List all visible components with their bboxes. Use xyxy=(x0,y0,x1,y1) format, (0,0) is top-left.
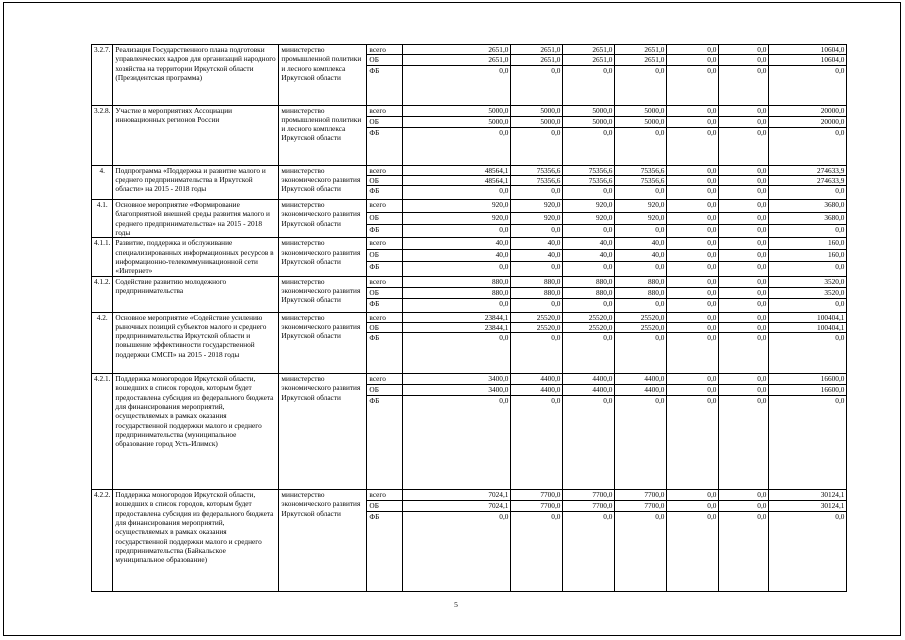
amount-cell: 0,0 xyxy=(719,105,769,116)
row-number: 4.2.1. xyxy=(92,374,113,490)
measure-name: Участие в мероприятиях Ассоциации инновационных регионов России xyxy=(113,105,279,165)
amount-cell: 0,0 xyxy=(667,186,719,200)
funding-source: ФБ xyxy=(367,396,403,490)
amount-cell: 0,0 xyxy=(667,261,719,276)
amount-cell: 0,0 xyxy=(511,127,563,165)
page-number: 5 xyxy=(454,600,458,609)
measure-name: Развитие, поддержка и обслуживание специализированных информационных ресурсов в информационно-телекоммуникационной сети «Интернет» xyxy=(113,238,279,276)
amount-cell: 4400,0 xyxy=(511,374,563,385)
table-row xyxy=(92,200,847,212)
amount-cell: 25520,0 xyxy=(563,312,615,322)
amount-cell: 20000,0 xyxy=(769,116,847,127)
amount-cell: 40,0 xyxy=(563,238,615,250)
amount-cell: 880,0 xyxy=(403,287,511,298)
amount-cell: 75356,6 xyxy=(563,175,615,185)
amount-cell: 880,0 xyxy=(563,276,615,287)
funding-source: ФБ xyxy=(367,65,403,105)
amount-cell: 3400,0 xyxy=(403,374,511,385)
table-row xyxy=(92,45,847,55)
amount-cell: 0,0 xyxy=(769,225,847,238)
amount-cell: 5000,0 xyxy=(511,116,563,127)
amount-cell: 0,0 xyxy=(667,238,719,250)
amount-cell: 5000,0 xyxy=(403,105,511,116)
amount-cell: 920,0 xyxy=(511,200,563,212)
amount-cell: 2651,0 xyxy=(615,45,667,55)
amount-cell: 0,0 xyxy=(719,276,769,287)
funding-source: ОБ xyxy=(367,322,403,332)
amount-cell: 10604,0 xyxy=(769,45,847,55)
amount-cell: 0,0 xyxy=(667,385,719,396)
amount-cell: 0,0 xyxy=(719,65,769,105)
amount-cell: 0,0 xyxy=(667,116,719,127)
amount-cell: 4400,0 xyxy=(563,374,615,385)
amount-cell: 0,0 xyxy=(403,333,511,374)
measure-name: Основное мероприятие «Формирование благоприятной внешней среды развития малого и среднего предпринимательства» на 2015 - 2018 годы xyxy=(113,200,279,238)
amount-cell: 2651,0 xyxy=(563,45,615,55)
amount-cell: 25520,0 xyxy=(511,322,563,332)
amount-cell: 7700,0 xyxy=(615,501,667,512)
amount-cell: 0,0 xyxy=(667,225,719,238)
amount-cell: 0,0 xyxy=(769,186,847,200)
amount-cell: 40,0 xyxy=(403,250,511,262)
amount-cell: 0,0 xyxy=(719,374,769,385)
funding-source: ОБ xyxy=(367,116,403,127)
amount-cell: 16600,0 xyxy=(769,385,847,396)
amount-cell: 75356,6 xyxy=(511,165,563,175)
amount-cell: 920,0 xyxy=(511,212,563,224)
funding-source: всего xyxy=(367,105,403,116)
amount-cell: 7700,0 xyxy=(563,490,615,501)
amount-cell: 880,0 xyxy=(511,287,563,298)
amount-cell: 2651,0 xyxy=(563,55,615,65)
amount-cell: 0,0 xyxy=(667,65,719,105)
amount-cell: 48564,1 xyxy=(403,165,511,175)
amount-cell: 160,0 xyxy=(769,238,847,250)
amount-cell: 0,0 xyxy=(719,127,769,165)
amount-cell: 920,0 xyxy=(563,200,615,212)
amount-cell: 20000,0 xyxy=(769,105,847,116)
amount-cell: 0,0 xyxy=(667,250,719,262)
amount-cell: 0,0 xyxy=(719,45,769,55)
table-row xyxy=(92,276,847,287)
row-number: 3.2.8. xyxy=(92,105,113,165)
funding-source: ФБ xyxy=(367,333,403,374)
executor: министерство промышленной политики и лесного комплекса Иркутской области xyxy=(279,45,367,106)
executor: министерство экономического развития Иркутской области xyxy=(279,276,367,312)
table-row xyxy=(92,490,847,501)
row-number: 4.1. xyxy=(92,200,113,238)
amount-cell: 0,0 xyxy=(719,396,769,490)
amount-cell: 0,0 xyxy=(719,238,769,250)
amount-cell: 0,0 xyxy=(719,225,769,238)
amount-cell: 0,0 xyxy=(403,512,511,592)
amount-cell: 0,0 xyxy=(403,261,511,276)
row-number: 4.1.1. xyxy=(92,238,113,276)
amount-cell: 5000,0 xyxy=(615,105,667,116)
funding-source: ФБ xyxy=(367,186,403,200)
amount-cell: 0,0 xyxy=(667,55,719,65)
table-row xyxy=(92,312,847,322)
amount-cell: 2651,0 xyxy=(615,55,667,65)
amount-cell: 0,0 xyxy=(769,396,847,490)
amount-cell: 0,0 xyxy=(719,512,769,592)
amount-cell: 0,0 xyxy=(667,127,719,165)
executor: министерство промышленной политики и лесного комплекса Иркутской области xyxy=(279,105,367,165)
amount-cell: 0,0 xyxy=(615,298,667,312)
amount-cell: 274633,9 xyxy=(769,175,847,185)
amount-cell: 0,0 xyxy=(667,333,719,374)
funding-source: ОБ xyxy=(367,212,403,224)
amount-cell: 30124,1 xyxy=(769,490,847,501)
amount-cell: 0,0 xyxy=(563,333,615,374)
funding-source: всего xyxy=(367,490,403,501)
amount-cell: 0,0 xyxy=(719,333,769,374)
amount-cell: 0,0 xyxy=(563,512,615,592)
row-number: 3.2.7. xyxy=(92,45,113,106)
measure-name: Реализация Государственного плана подготовки управленческих кадров для организаций народного хозяйства на территории Иркутской области (Президентская программа) xyxy=(113,45,279,106)
amount-cell: 0,0 xyxy=(667,312,719,322)
amount-cell: 0,0 xyxy=(667,165,719,175)
funding-source: всего xyxy=(367,165,403,175)
amount-cell: 2651,0 xyxy=(511,45,563,55)
amount-cell: 0,0 xyxy=(719,186,769,200)
funding-source: всего xyxy=(367,238,403,250)
amount-cell: 100404,1 xyxy=(769,322,847,332)
row-number: 4.2.2. xyxy=(92,490,113,592)
amount-cell: 0,0 xyxy=(615,186,667,200)
amount-cell: 3680,0 xyxy=(769,200,847,212)
funding-source: ФБ xyxy=(367,261,403,276)
measure-name: Поддержка моногородов Иркутской области, вошедших в список городов, которым будет предоставлена субсидия из федерального бюджета для финансирования мероприятий, осуществляемых в рамках оказания государственной поддержки малого и среднего предпринимательства (муниципальное образование город Усть-Илимск) xyxy=(113,374,279,490)
amount-cell: 16600,0 xyxy=(769,374,847,385)
amount-cell: 75356,6 xyxy=(615,175,667,185)
amount-cell: 880,0 xyxy=(615,287,667,298)
executor: министерство экономического развития Иркутской области xyxy=(279,238,367,276)
amount-cell: 0,0 xyxy=(403,186,511,200)
funding-source: всего xyxy=(367,312,403,322)
table-row xyxy=(92,105,847,116)
amount-cell: 0,0 xyxy=(769,65,847,105)
amount-cell: 5000,0 xyxy=(615,116,667,127)
amount-cell: 40,0 xyxy=(615,238,667,250)
amount-cell: 880,0 xyxy=(563,287,615,298)
amount-cell: 0,0 xyxy=(667,501,719,512)
amount-cell: 0,0 xyxy=(667,175,719,185)
amount-cell: 40,0 xyxy=(511,250,563,262)
amount-cell: 7024,1 xyxy=(403,490,511,501)
funding-source: ОБ xyxy=(367,385,403,396)
amount-cell: 0,0 xyxy=(667,298,719,312)
amount-cell: 0,0 xyxy=(719,55,769,65)
amount-cell: 880,0 xyxy=(615,276,667,287)
amount-cell: 25520,0 xyxy=(615,322,667,332)
amount-cell: 0,0 xyxy=(769,333,847,374)
amount-cell: 5000,0 xyxy=(563,105,615,116)
amount-cell: 920,0 xyxy=(563,212,615,224)
amount-cell: 5000,0 xyxy=(403,116,511,127)
funding-source: ОБ xyxy=(367,287,403,298)
amount-cell: 3520,0 xyxy=(769,287,847,298)
amount-cell: 2651,0 xyxy=(403,55,511,65)
executor: министерство экономического развития Иркутской области xyxy=(279,490,367,592)
amount-cell: 0,0 xyxy=(403,65,511,105)
amount-cell: 40,0 xyxy=(403,238,511,250)
amount-cell: 4400,0 xyxy=(563,385,615,396)
amount-cell: 7024,1 xyxy=(403,501,511,512)
amount-cell: 75356,6 xyxy=(511,175,563,185)
amount-cell: 0,0 xyxy=(719,322,769,332)
amount-cell: 0,0 xyxy=(769,261,847,276)
amount-cell: 0,0 xyxy=(667,276,719,287)
amount-cell: 0,0 xyxy=(719,116,769,127)
amount-cell: 160,0 xyxy=(769,250,847,262)
amount-cell: 0,0 xyxy=(719,250,769,262)
row-number: 4.1.2. xyxy=(92,276,113,312)
amount-cell: 75356,6 xyxy=(615,165,667,175)
amount-cell: 0,0 xyxy=(615,127,667,165)
amount-cell: 7700,0 xyxy=(563,501,615,512)
amount-cell: 5000,0 xyxy=(511,105,563,116)
amount-cell: 0,0 xyxy=(511,333,563,374)
amount-cell: 920,0 xyxy=(403,200,511,212)
amount-cell: 23844,1 xyxy=(403,312,511,322)
amount-cell: 25520,0 xyxy=(563,322,615,332)
amount-cell: 0,0 xyxy=(719,298,769,312)
row-number: 4.2. xyxy=(92,312,113,374)
funding-source: ФБ xyxy=(367,127,403,165)
measure-name: Основное мероприятие «Содействие усилению рыночных позиций субъектов малого и среднего предпринимательства Иркутской области и повышение эффективности государственной поддержки СМСП» на 2015 - 2018 годы xyxy=(113,312,279,374)
amount-cell: 4400,0 xyxy=(615,374,667,385)
table-body xyxy=(92,45,847,592)
amount-cell: 0,0 xyxy=(511,65,563,105)
table-row xyxy=(92,165,847,175)
amount-cell: 0,0 xyxy=(667,396,719,490)
amount-cell: 0,0 xyxy=(719,261,769,276)
amount-cell: 920,0 xyxy=(615,212,667,224)
amount-cell: 0,0 xyxy=(667,212,719,224)
amount-cell: 40,0 xyxy=(511,238,563,250)
amount-cell: 25520,0 xyxy=(511,312,563,322)
funding-source: ФБ xyxy=(367,298,403,312)
amount-cell: 0,0 xyxy=(719,212,769,224)
amount-cell: 0,0 xyxy=(563,396,615,490)
funding-source: всего xyxy=(367,200,403,212)
amount-cell: 25520,0 xyxy=(615,312,667,322)
table-row xyxy=(92,374,847,385)
amount-cell: 4400,0 xyxy=(615,385,667,396)
amount-cell: 0,0 xyxy=(511,298,563,312)
amount-cell: 0,0 xyxy=(511,186,563,200)
amount-cell: 7700,0 xyxy=(511,501,563,512)
amount-cell: 880,0 xyxy=(403,276,511,287)
amount-cell: 0,0 xyxy=(403,225,511,238)
amount-cell: 0,0 xyxy=(719,287,769,298)
amount-cell: 0,0 xyxy=(667,287,719,298)
amount-cell: 0,0 xyxy=(403,298,511,312)
amount-cell: 7700,0 xyxy=(615,490,667,501)
amount-cell: 0,0 xyxy=(403,396,511,490)
measure-name: Содействие развитию молодежного предпринимательства xyxy=(113,276,279,312)
amount-cell: 23844,1 xyxy=(403,322,511,332)
amount-cell: 0,0 xyxy=(769,298,847,312)
amount-cell: 0,0 xyxy=(403,127,511,165)
funding-source: ФБ xyxy=(367,225,403,238)
amount-cell: 0,0 xyxy=(667,490,719,501)
amount-cell: 75356,6 xyxy=(563,165,615,175)
amount-cell: 0,0 xyxy=(615,512,667,592)
measure-name: Подпрограмма «Поддержка и развитие малого и среднего предпринимательства в Иркутской области» на 2015 - 2018 годы xyxy=(113,165,279,200)
amount-cell: 0,0 xyxy=(563,127,615,165)
amount-cell: 0,0 xyxy=(769,512,847,592)
amount-cell: 0,0 xyxy=(563,186,615,200)
amount-cell: 0,0 xyxy=(511,512,563,592)
amount-cell: 0,0 xyxy=(615,261,667,276)
amount-cell: 0,0 xyxy=(667,45,719,55)
amount-cell: 0,0 xyxy=(719,501,769,512)
executor: министерство экономического развития Иркутской области xyxy=(279,200,367,238)
amount-cell: 0,0 xyxy=(563,298,615,312)
executor: министерство экономического развития Иркутской области xyxy=(279,374,367,490)
amount-cell: 0,0 xyxy=(719,490,769,501)
funding-source: ОБ xyxy=(367,55,403,65)
amount-cell: 0,0 xyxy=(615,225,667,238)
amount-cell: 5000,0 xyxy=(563,116,615,127)
amount-cell: 40,0 xyxy=(615,250,667,262)
amount-cell: 0,0 xyxy=(511,396,563,490)
amount-cell: 4400,0 xyxy=(511,385,563,396)
amount-cell: 0,0 xyxy=(719,200,769,212)
amount-cell: 0,0 xyxy=(667,200,719,212)
amount-cell: 30124,1 xyxy=(769,501,847,512)
amount-cell: 0,0 xyxy=(563,65,615,105)
amount-cell: 274633,9 xyxy=(769,165,847,175)
funding-source: всего xyxy=(367,276,403,287)
amount-cell: 40,0 xyxy=(563,250,615,262)
measure-name: Поддержка моногородов Иркутской области, вошедших в список городов, которым будет предоставлена субсидия из федерального бюджета для финансирования мероприятий, осуществляемых в рамках оказания государственной поддержки малого и среднего предпринимательства (Байкальское муниципальное образование) xyxy=(113,490,279,592)
amount-cell: 0,0 xyxy=(511,225,563,238)
amount-cell: 0,0 xyxy=(511,261,563,276)
executor: министерство экономического развития Иркутской области xyxy=(279,312,367,374)
amount-cell: 0,0 xyxy=(667,512,719,592)
executor: министерство экономического развития Иркутской области xyxy=(279,165,367,200)
amount-cell: 3680,0 xyxy=(769,212,847,224)
row-number: 4. xyxy=(92,165,113,200)
amount-cell: 0,0 xyxy=(615,396,667,490)
amount-cell: 0,0 xyxy=(615,65,667,105)
amount-cell: 48564,1 xyxy=(403,175,511,185)
funding-source: ОБ xyxy=(367,175,403,185)
funding-source: ОБ xyxy=(367,501,403,512)
amount-cell: 0,0 xyxy=(667,105,719,116)
funding-source: ОБ xyxy=(367,250,403,262)
amount-cell: 0,0 xyxy=(719,165,769,175)
amount-cell: 0,0 xyxy=(667,374,719,385)
amount-cell: 0,0 xyxy=(563,225,615,238)
amount-cell: 920,0 xyxy=(403,212,511,224)
amount-cell: 3400,0 xyxy=(403,385,511,396)
amount-cell: 100404,1 xyxy=(769,312,847,322)
amount-cell: 7700,0 xyxy=(511,490,563,501)
amount-cell: 2651,0 xyxy=(403,45,511,55)
amount-cell: 3520,0 xyxy=(769,276,847,287)
funding-source: ФБ xyxy=(367,512,403,592)
amount-cell: 10604,0 xyxy=(769,55,847,65)
amount-cell: 0,0 xyxy=(563,261,615,276)
amount-cell: 0,0 xyxy=(719,385,769,396)
table-row xyxy=(92,238,847,250)
funding-source: всего xyxy=(367,374,403,385)
amount-cell: 0,0 xyxy=(667,322,719,332)
amount-cell: 0,0 xyxy=(719,312,769,322)
funding-source: всего xyxy=(367,45,403,55)
amount-cell: 0,0 xyxy=(615,333,667,374)
amount-cell: 0,0 xyxy=(769,127,847,165)
amount-cell: 920,0 xyxy=(615,200,667,212)
amount-cell: 0,0 xyxy=(719,175,769,185)
amount-cell: 2651,0 xyxy=(511,55,563,65)
amount-cell: 880,0 xyxy=(511,276,563,287)
financing-table xyxy=(91,44,847,592)
